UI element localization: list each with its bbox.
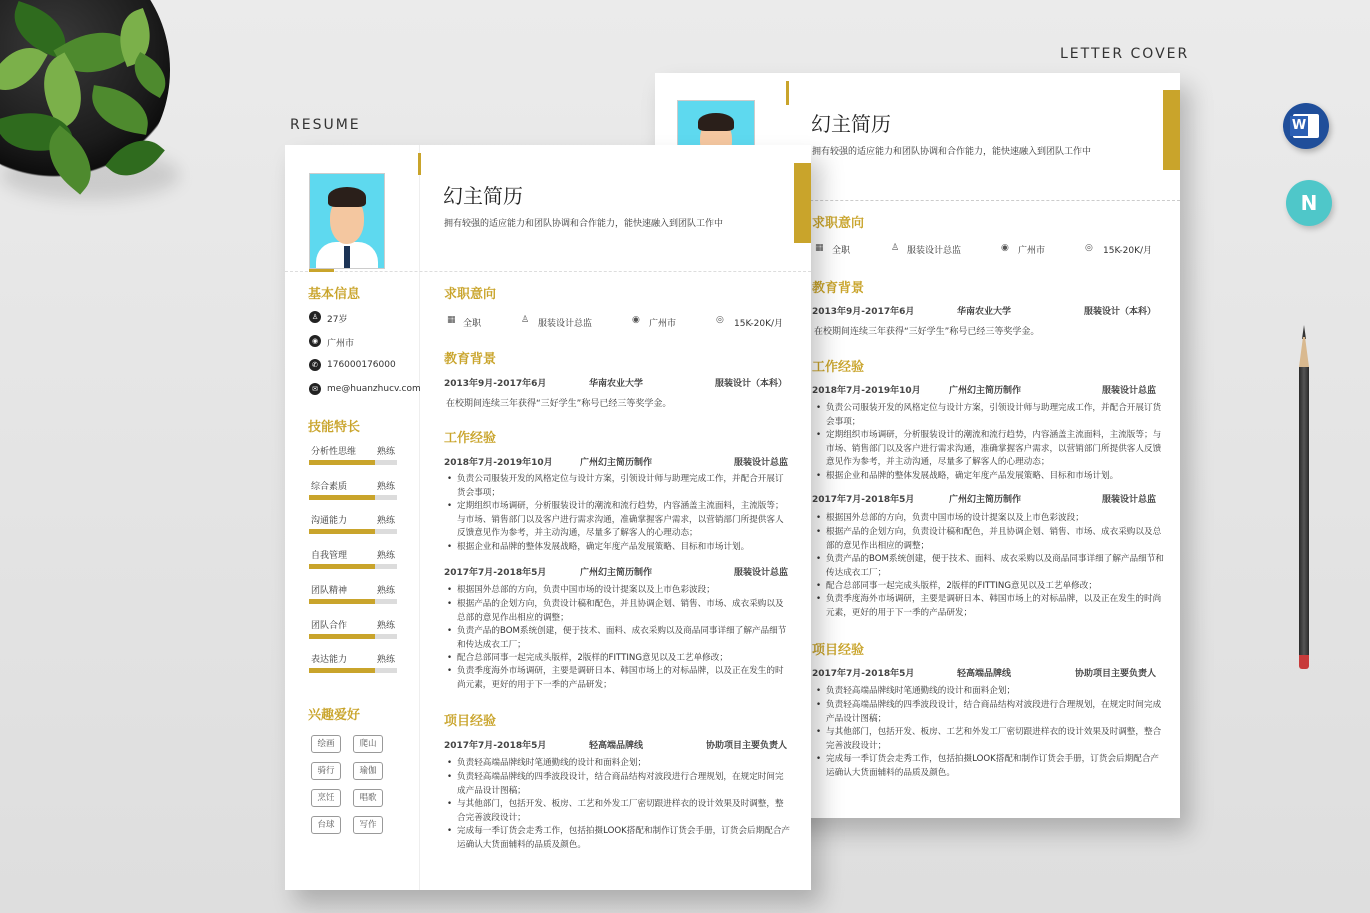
- cover-name: 幻主简历: [811, 112, 891, 136]
- n-letter-icon: N: [1300, 191, 1318, 215]
- money-icon: ◎: [1085, 243, 1093, 253]
- resume-photo: [309, 173, 385, 269]
- cover-job1-bullet: • 定期组织市场调研，分析服装设计的潮流和流行趋势，内容涵盖主流面料，主流版等；与市场、销售部门以及客户进行需求沟通，准确掌握客户需求，以营销部门所提供客人反馈意见作为参考，并主动沟通，尽量多了解客人的心理动态；: [826, 429, 1166, 470]
- cover-intent-title: 求职意向: [812, 216, 865, 231]
- hobby-tag: 台球: [311, 816, 341, 834]
- project-name: 轻高端品牌线: [589, 741, 644, 751]
- intent-city: 广州市: [649, 319, 677, 329]
- cover-job2-bullet: • 负责季度海外市场调研，主要是调研日本、韩国市场上的对标品牌，以及正在发生的时尚元素，更好的用于下一季的产品研发；: [826, 593, 1166, 620]
- skill-level: 熟练: [377, 551, 396, 562]
- hobby-tag: 唱歌: [353, 789, 383, 807]
- skill-bar-fill: [309, 495, 375, 500]
- skill-bar: [309, 529, 397, 534]
- skill-bar-fill: [309, 668, 375, 673]
- job1-company: 广州幻主简历制作: [580, 458, 653, 468]
- cover-intent-salary: 15K-20K/月: [1103, 246, 1153, 256]
- project-title: 项目经验: [444, 714, 497, 729]
- skill-name: 自我管理: [311, 551, 348, 562]
- intent-title: 求职意向: [444, 287, 497, 302]
- resume-label: RESUME: [290, 117, 361, 133]
- hobby-tag: 写作: [353, 816, 383, 834]
- pencil: [1297, 325, 1311, 670]
- skill-level: 熟练: [377, 585, 396, 596]
- skill-bar: [309, 495, 397, 500]
- job2-bullet: • 负责季度海外市场调研，主要是调研日本、韩国市场上的对标品牌，以及正在发生的时尚元素，更好的用于下一季的产品研发；: [457, 665, 792, 692]
- cover-edu-major: 服装设计（本科）: [1084, 307, 1157, 317]
- skill-name: 分析性思维: [311, 447, 357, 457]
- phone-icon: ✆: [309, 359, 321, 371]
- letter-cover-label: LETTER COVER: [1060, 46, 1190, 62]
- cover-education-title: 教育背景: [812, 281, 865, 296]
- job2-company: 广州幻主简历制作: [580, 568, 653, 578]
- person-icon: ♙: [891, 243, 900, 253]
- cover-project-bullet: • 与其他部门，包括开发、板房、工艺和外发工厂密切跟进样衣的设计效果及时调整，整合完善波段设计；: [826, 726, 1166, 753]
- job1-date: 2018年7月-2019年10月: [444, 458, 553, 468]
- cover-project-date: 2017年7月-2018年5月: [812, 669, 915, 679]
- cover-job1-bullet: • 负责公司服装开发的风格定位与设计方案，引领设计师与助理完成工作，并配合开展订货会事项；: [826, 402, 1166, 429]
- edu-date: 2013年9月-2017年6月: [444, 379, 547, 389]
- location-icon: ◉: [1001, 243, 1009, 253]
- cover-project-bullet: • 负责轻高端品牌线时笔通勤线的设计和面料企划；: [826, 685, 1166, 699]
- hobby-tag: 爬山: [353, 735, 383, 753]
- hobbies-title: 兴趣爱好: [308, 708, 361, 723]
- person-icon: ♙: [521, 315, 530, 325]
- job1-role: 服装设计总监: [734, 458, 789, 468]
- job2-date: 2017年7月-2018年5月: [444, 568, 547, 578]
- job1-bullet: • 负责公司服装开发的风格定位与设计方案，引领设计师与助理完成工作，并配合开展订货会事项；: [457, 473, 792, 500]
- cover-job1-bullet: • 根据企业和品牌的整体发展战略，确定年度产品发展策略、目标和市场计划。: [826, 470, 1166, 484]
- skill-bar: [309, 460, 397, 465]
- cover-work-title: 工作经验: [812, 360, 865, 375]
- skill-name: 团队合作: [311, 620, 348, 631]
- cover-job2-bullet: • 根据国外总部的方向，负责中国市场的设计提案以及上市色彩波段；: [826, 512, 1166, 526]
- basic-email: me@huanzhucv.com: [327, 384, 421, 394]
- cover-job2-company: 广州幻主简历制作: [949, 495, 1022, 505]
- skill-bar-fill: [309, 599, 375, 604]
- skill-level: 熟练: [377, 620, 396, 631]
- skill-bar: [309, 564, 397, 569]
- cover-project-title: 项目经验: [812, 643, 865, 658]
- grid-icon: ▦: [815, 243, 824, 253]
- skill-bar: [309, 634, 397, 639]
- edu-school: 华南农业大学: [589, 379, 644, 389]
- job2-bullet: • 根据产品的企划方向，负责设计稿和配色，并且协调企划、销售、市场、成衣采购以及总部的意见作出相应的调整；: [457, 598, 792, 625]
- edu-major: 服装设计（本科）: [715, 379, 788, 389]
- money-icon: ◎: [716, 315, 724, 325]
- cover-job2-bullet: • 负责产品的BOM系统创建，便于技术、面料、成衣采购以及商品同事详细了解产品细节和传达成衣工厂；: [826, 553, 1166, 580]
- cover-intent-type: 全职: [832, 246, 851, 256]
- cover-edu-school: 华南农业大学: [957, 307, 1012, 317]
- intent-type: 全职: [463, 319, 482, 329]
- n-app-icon[interactable]: [1286, 180, 1332, 226]
- skill-level: 熟练: [377, 516, 396, 527]
- cover-edu-desc: 在校期间连续三年获得“三好学生”称号已经三等奖学金。: [814, 327, 1040, 337]
- skill-level: 熟练: [377, 447, 396, 457]
- skills-title: 技能特长: [308, 420, 361, 435]
- basic-phone: 176000176000: [327, 360, 396, 370]
- resume-page: [285, 145, 811, 890]
- skill-name: 综合素质: [311, 481, 348, 492]
- hobby-tag: 烹饪: [311, 789, 341, 807]
- skill-bar: [309, 599, 397, 604]
- hobby-tag: 绘画: [311, 735, 341, 753]
- word-app-icon[interactable]: [1283, 103, 1329, 149]
- skill-bar-fill: [309, 564, 375, 569]
- intent-salary: 15K-20K/月: [734, 319, 784, 329]
- basic-age: 27岁: [327, 315, 348, 325]
- cover-job1-role: 服装设计总监: [1102, 386, 1157, 396]
- cover-project-name: 轻高端品牌线: [957, 669, 1012, 679]
- grid-icon: ▦: [447, 315, 456, 325]
- cover-project-role: 协助项目主要负责人: [1075, 669, 1157, 679]
- skill-bar-fill: [309, 529, 375, 534]
- cover-job2-date: 2017年7月-2018年5月: [812, 495, 915, 505]
- work-title: 工作经验: [444, 431, 497, 446]
- resume-tagline: 拥有较强的适应能力和团队协调和合作能力，能快速融入到团队工作中: [444, 219, 724, 229]
- cover-job2-bullet: • 根据产品的企划方向，负责设计稿和配色，并且协调企划、销售、市场、成衣采购以及总部的意见作出相应的调整；: [826, 526, 1166, 553]
- hobby-tag: 瑜伽: [353, 762, 383, 780]
- project-bullet: • 负责轻高端品牌线时笔通勤线的设计和面料企划；: [457, 757, 792, 771]
- skill-name: 沟通能力: [311, 516, 348, 527]
- cover-tagline: 拥有较强的适应能力和团队协调和合作能力，能快速融入到团队工作中: [812, 147, 1092, 157]
- basic-city: 广州市: [327, 339, 355, 349]
- skill-name: 团队精神: [311, 585, 348, 596]
- cover-job2-bullet: • 配合总部同事一起完成头版样，2版样的FITTING意见以及工艺单修改；: [826, 580, 1166, 594]
- job2-bullet: • 负责产品的BOM系统创建，便于技术、面料、成衣采购以及商品同事详细了解产品细节和传达成衣工厂；: [457, 625, 792, 652]
- edu-desc: 在校期间连续三年获得“三好学生”称号已经三等奖学金。: [446, 399, 672, 409]
- cover-intent-position: 服装设计总监: [907, 246, 962, 256]
- education-title: 教育背景: [444, 352, 497, 367]
- skill-bar: [309, 668, 397, 673]
- job1-bullet: • 根据企业和品牌的整体发展战略，确定年度产品发展策略、目标和市场计划。: [457, 541, 792, 555]
- age-icon: ♙: [309, 311, 321, 323]
- project-date: 2017年7月-2018年5月: [444, 741, 547, 751]
- skill-level: 熟练: [377, 481, 396, 492]
- cover-job2-role: 服装设计总监: [1102, 495, 1157, 505]
- job1-bullet: • 定期组织市场调研，分析服装设计的潮流和流行趋势，内容涵盖主流面料，主流版等；与市场、销售部门以及客户进行需求沟通，准确掌握客户需求，以营销部门所提供客人反馈意见作为参考，并主动沟通，尽量多了解客人的心理动态；: [457, 500, 792, 541]
- mail-icon: ✉: [309, 383, 321, 395]
- cover-project-bullet: • 完成每一季订货会走秀工作，包括拍摄LOOK搭配和制作订货会手册，订货会后期配合产运确认大货面辅料的品质及颜色。: [826, 753, 1166, 780]
- intent-position: 服装设计总监: [538, 319, 593, 329]
- skill-name: 表达能力: [311, 655, 348, 666]
- job2-bullet: • 根据国外总部的方向，负责中国市场的设计提案以及上市色彩波段；: [457, 584, 792, 598]
- basic-info-title: 基本信息: [308, 287, 361, 302]
- cover-intent-city: 广州市: [1018, 246, 1046, 256]
- skill-bar-fill: [309, 634, 375, 639]
- project-bullet: • 与其他部门，包括开发、板房、工艺和外发工厂密切跟进样衣的设计效果及时调整，整合完善波段设计；: [457, 798, 792, 825]
- cover-edu-date: 2013年9月-2017年6月: [812, 307, 915, 317]
- job2-role: 服装设计总监: [734, 568, 789, 578]
- cover-job1-date: 2018年7月-2019年10月: [812, 386, 921, 396]
- skill-bar-fill: [309, 460, 375, 465]
- word-letter-icon: W: [1290, 116, 1308, 136]
- location-icon: ◉: [632, 315, 640, 325]
- cover-job1-company: 广州幻主简历制作: [949, 386, 1022, 396]
- location-icon: ◉: [309, 335, 321, 347]
- project-role: 协助项目主要负责人: [706, 741, 788, 751]
- skill-level: 熟练: [377, 655, 396, 666]
- project-bullet: • 完成每一季订货会走秀工作，包括拍摄LOOK搭配和制作订货会手册，订货会后期配合产运确认大货面辅料的品质及颜色。: [457, 825, 792, 852]
- resume-name: 幻主简历: [443, 184, 523, 208]
- project-bullet: • 负责轻高端品牌线的四季波段设计，结合商品结构对波段进行合理规划，在规定时间完成产品设计图稿；: [457, 771, 792, 798]
- cover-project-bullet: • 负责轻高端品牌线的四季波段设计，结合商品结构对波段进行合理规划，在规定时间完成产品设计图稿；: [826, 699, 1166, 726]
- job2-bullet: • 配合总部同事一起完成头版样，2版样的FITTING意见以及工艺单修改；: [457, 652, 792, 666]
- hobby-tag: 骑行: [311, 762, 341, 780]
